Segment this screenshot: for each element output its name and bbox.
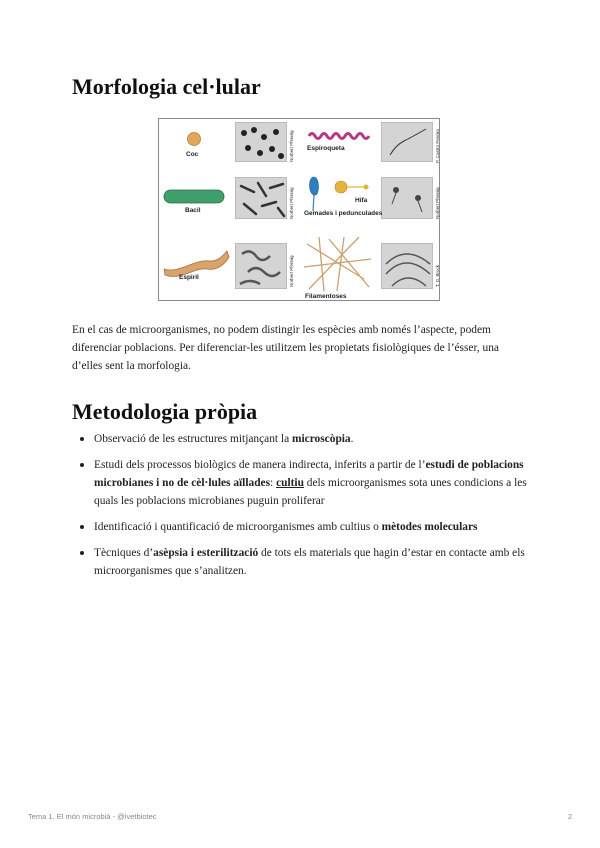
micrograph-filamentoses bbox=[381, 243, 433, 289]
micrograph-coc bbox=[235, 122, 287, 162]
label-coc: Coc bbox=[186, 151, 199, 158]
micrograph-gemades-cells bbox=[382, 178, 433, 219]
coc-illustration bbox=[188, 133, 201, 146]
morphology-paragraph: En el cas de microorganismes, no podem distingir les espècies amb només l’aspecte, podem diferenciar poblacions. Per diferenciar-les utilitzem les propietats fisiològiques de l’ésser, una d’elles sent la morfologia. bbox=[72, 324, 499, 372]
pedunculada-illustration bbox=[310, 177, 319, 195]
micrograph-gemades bbox=[381, 177, 433, 219]
credit-5: Norbert Pfennig bbox=[289, 255, 294, 287]
section-title-morfologia: Morfologia cel·lular bbox=[72, 74, 261, 99]
label-gemades: Gemades i pedunculades bbox=[304, 210, 383, 217]
credit-1: Norbert Pfennig bbox=[289, 130, 294, 162]
label-bacil: Bacil bbox=[185, 207, 201, 214]
list-item: Estudi dels processos biològics de manera indirecta, inferits a partir de l’estudi de poblacions microbianes i no de cèl·lules aïllades: cultiu dels microorganismes sota unes condicions a les quals les poblacions microbianes puguin proliferar bbox=[72, 456, 542, 510]
methodology-list bbox=[72, 430, 542, 588]
label-hifa: Hifa bbox=[355, 197, 368, 204]
credit-6: T. D. Brock bbox=[435, 264, 440, 287]
micrograph-espiroqueta bbox=[381, 122, 433, 162]
micrograph-bacil-rods bbox=[236, 178, 287, 219]
label-espiroqueta: Espiroqueta bbox=[307, 145, 345, 152]
morphology-figure bbox=[158, 118, 440, 301]
filamentoses-illustration bbox=[304, 237, 371, 291]
micrograph-filamentoses-rings bbox=[382, 244, 433, 289]
credit-3: Norbert Pfennig bbox=[289, 187, 294, 219]
micrograph-espiril-cells bbox=[236, 244, 287, 289]
list-item: Tècniques d’asèpsia i esterilització de tots els materials que hagin d’estar en contacte amb els microorganismes que s’analitzen. bbox=[72, 544, 542, 580]
list-item: Observació de les estructures mitjançant la microscòpia. bbox=[72, 430, 542, 448]
bacil-illustration bbox=[164, 190, 224, 203]
gemada-illustration bbox=[335, 181, 347, 193]
credit-4: Norbert Pfennig bbox=[435, 187, 440, 219]
espiril-illustration bbox=[164, 251, 229, 277]
micrograph-coc-dots bbox=[236, 123, 287, 162]
page-number: 2 bbox=[567, 812, 572, 821]
label-espiril: Espiril bbox=[179, 274, 199, 281]
espiroqueta-illustration bbox=[309, 134, 369, 139]
list-item: Identificació i quantificació de microorganismes amb cultius o mètodes moleculars bbox=[72, 518, 542, 536]
micrograph-espiroqueta-line bbox=[382, 123, 433, 162]
footer-text: Tema 1. El món microbià - @ivetbiotec bbox=[28, 812, 157, 821]
label-filamentoses: Filamentoses bbox=[305, 293, 347, 300]
section-title-metodologia: Metodologia pròpia bbox=[72, 399, 258, 424]
micrograph-bacil bbox=[235, 177, 287, 219]
credit-2: P. Castro Pereira bbox=[435, 129, 440, 163]
micrograph-espiril bbox=[235, 243, 287, 289]
